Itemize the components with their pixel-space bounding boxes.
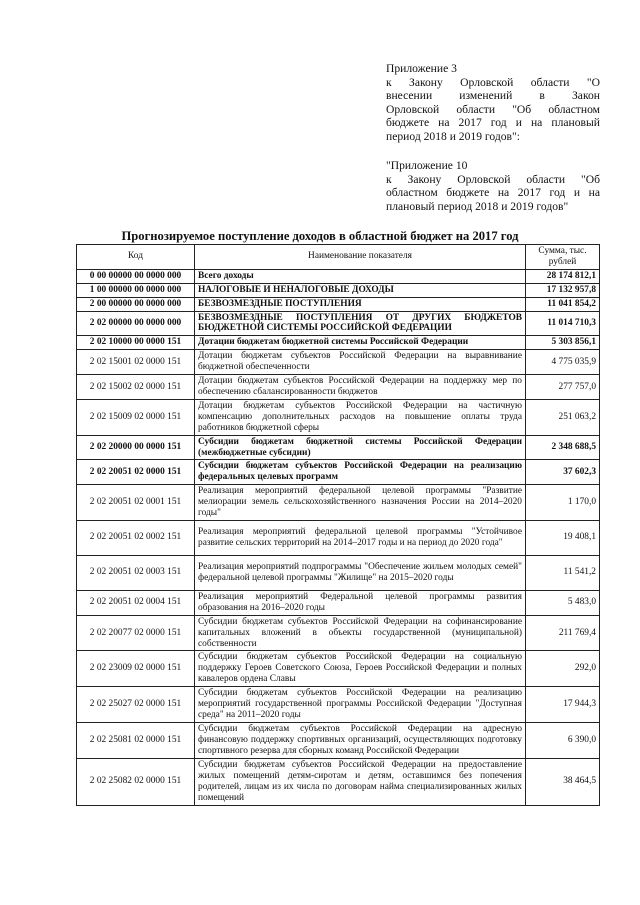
table-row [77, 336, 600, 350]
appendix-line: Приложение 3 [386, 62, 457, 75]
row-code: 2 02 15002 02 0000 151 [77, 375, 195, 400]
table-row [77, 722, 600, 758]
row-amount: 11 041 854,2 [526, 297, 600, 311]
row-code: 1 00 00000 00 0000 000 [77, 283, 195, 297]
row-code: 2 02 10000 00 0000 151 [77, 336, 195, 350]
document-title: Прогнозируемое поступление доходов в областной бюджет на 2017 год [121, 229, 519, 243]
table-row [77, 590, 600, 615]
row-amount: 4 775 035,9 [526, 350, 600, 375]
row-name: Субсидии бюджетам субъектов Российской Федерации на социальную поддержку Героев Советского Союза, Героев Российской Федерации и полных кавалеров ордена Славы [195, 651, 526, 687]
row-amount: 19 408,1 [526, 520, 600, 555]
row-name: Субсидии бюджетам субъектов Российской Федерации на адресную финансовую поддержку спортивных организаций, осуществляющих подготовку спортивного резерва для сборных команд Российской Федерации [195, 722, 526, 758]
appendix-line: областном бюджете на 2017 год и на [386, 186, 600, 200]
row-amount: 17 944,3 [526, 687, 600, 723]
row-code: 0 00 00000 00 0000 000 [77, 269, 195, 283]
table-row [77, 399, 600, 435]
table-row [77, 460, 600, 485]
table-row [77, 687, 600, 723]
row-amount: 11 541,2 [526, 555, 600, 590]
appendix-line: Орловской области "Об областном [386, 102, 600, 116]
row-amount: 5 483,0 [526, 590, 600, 615]
row-amount: 292,0 [526, 651, 600, 687]
row-amount: 17 132 957,8 [526, 283, 600, 297]
table-row [77, 485, 600, 521]
row-code: 2 02 20051 02 0003 151 [77, 555, 195, 590]
row-code: 2 02 15001 02 0000 151 [77, 350, 195, 375]
table-row [77, 375, 600, 400]
row-amount: 277 757,0 [526, 375, 600, 400]
row-name: Дотации бюджетам субъектов Российской Федерации на выравнивание бюджетной обеспеченности [195, 350, 526, 375]
row-code: 2 02 20051 02 0002 151 [77, 520, 195, 555]
row-name: НАЛОГОВЫЕ И НЕНАЛОГОВЫЕ ДОХОДЫ [195, 283, 526, 297]
row-amount: 211 769,4 [526, 615, 600, 651]
row-amount: 5 303 856,1 [526, 336, 600, 350]
row-code: 2 02 20077 02 0000 151 [77, 615, 195, 651]
row-amount: 38 464,5 [526, 758, 600, 805]
appendix-3-reference [386, 62, 600, 144]
row-amount: 1 170,0 [526, 485, 600, 521]
row-code: 2 02 20051 02 0004 151 [77, 590, 195, 615]
row-code: 2 02 25027 02 0000 151 [77, 687, 195, 723]
revenue-table [76, 244, 600, 806]
table-header-row [77, 245, 600, 270]
table-row [77, 435, 600, 460]
row-amount: 251 063,2 [526, 399, 600, 435]
row-name: Реализация мероприятий подпрограммы "Обеспечение жильем молодых семей" федеральной целевой программы "Жилище" на 2015–2020 годы [195, 555, 526, 590]
table-row [77, 615, 600, 651]
row-code: 2 00 00000 00 0000 000 [77, 297, 195, 311]
row-name: Субсидии бюджетам субъектов Российской Федерации на софинансирование капитальных вложений в объекты государственной (муниципальной) собственности [195, 615, 526, 651]
row-name: Реализация мероприятий федеральной целевой программы "Устойчивое развитие сельских территорий на 2014–2017 годы и на период до 2020 года" [195, 520, 526, 555]
appendix-line: внесении изменений в Закон [386, 89, 600, 103]
row-name: Реализация мероприятий Федеральной целевой программы развития образования на 2016–2020 годы [195, 590, 526, 615]
row-amount: 28 174 812,1 [526, 269, 600, 283]
row-code: 2 02 15009 02 0000 151 [77, 399, 195, 435]
appendix-line: к Закону Орловской области "О [386, 75, 600, 89]
appendix-line: к Закону Орловской области "Об [386, 172, 600, 186]
table-row [77, 269, 600, 283]
row-code: 2 02 20051 02 0000 151 [77, 460, 195, 485]
row-name: Субсидии бюджетам бюджетной системы Российской Федерации (межбюджетные субсидии) [195, 435, 526, 460]
row-amount: 11 014 710,3 [526, 311, 600, 336]
table-row [77, 758, 600, 805]
row-code: 2 02 25082 02 0000 151 [77, 758, 195, 805]
row-name: Субсидии бюджетам субъектов Российской Федерации на реализацию мероприятий государственной программы Российской Федерации "Доступная среда" на 2011–2020 годы [195, 687, 526, 723]
appendix-line: плановый период 2018 и 2019 годов" [386, 199, 569, 213]
appendix-line: бюджете на 2017 год и на плановый [386, 116, 600, 130]
header-code: Код [77, 245, 195, 270]
row-name: Субсидии бюджетам субъектов Российской Федерации на предоставление жилых помещений детям-сиротам и детям, оставшимся без попечения родителей, лицам из их числа по договорам найма специализированных жилых помещений [195, 758, 526, 805]
row-name: БЕЗВОЗМЕЗДНЫЕ ПОСТУПЛЕНИЯ ОТ ДРУГИХ БЮДЖЕТОВ БЮДЖЕТНОЙ СИСТЕМЫ РОССИЙСКОЙ ФЕДЕРАЦИИ [195, 311, 526, 336]
header-amount: Сумма, тыс. рублей [526, 245, 600, 270]
row-name: Дотации бюджетам бюджетной системы Российской Федерации [195, 336, 526, 350]
table-row [77, 555, 600, 590]
table-row [77, 283, 600, 297]
appendix-line: "Приложение 10 [386, 159, 468, 172]
row-name: БЕЗВОЗМЕЗДНЫЕ ПОСТУПЛЕНИЯ [195, 297, 526, 311]
row-name: Субсидии бюджетам субъектов Российской Федерации на реализацию федеральных целевых программ [195, 460, 526, 485]
row-name: Дотации бюджетам субъектов Российской Федерации на поддержку мер по обеспечению сбалансированности бюджетов [195, 375, 526, 400]
row-amount: 6 390,0 [526, 722, 600, 758]
row-name: Дотации бюджетам субъектов Российской Федерации на частичную компенсацию дополнительных расходов на повышение оплаты труда работников бюджетной сферы [195, 399, 526, 435]
header-name: Наименование показателя [195, 245, 526, 270]
table-body [77, 269, 600, 805]
appendix-line: период 2018 и 2019 годов": [386, 129, 520, 143]
row-amount: 37 602,3 [526, 460, 600, 485]
row-code: 2 02 23009 02 0000 151 [77, 651, 195, 687]
row-name: Реализация мероприятий федеральной целевой программы "Развитие мелиорации земель сельскохозяйственного назначения России на 2014–2020 годы" [195, 485, 526, 521]
row-name: Всего доходы [195, 269, 526, 283]
table-row [77, 350, 600, 375]
row-code: 2 02 00000 00 0000 000 [77, 311, 195, 336]
row-code: 2 02 20051 02 0001 151 [77, 485, 195, 521]
table-row [77, 520, 600, 555]
row-code: 2 02 25081 02 0000 151 [77, 722, 195, 758]
row-amount: 2 348 688,5 [526, 435, 600, 460]
table-row [77, 651, 600, 687]
appendix-10-reference [386, 159, 600, 213]
table-row [77, 297, 600, 311]
table-row [77, 311, 600, 336]
row-code: 2 02 20000 00 0000 151 [77, 435, 195, 460]
